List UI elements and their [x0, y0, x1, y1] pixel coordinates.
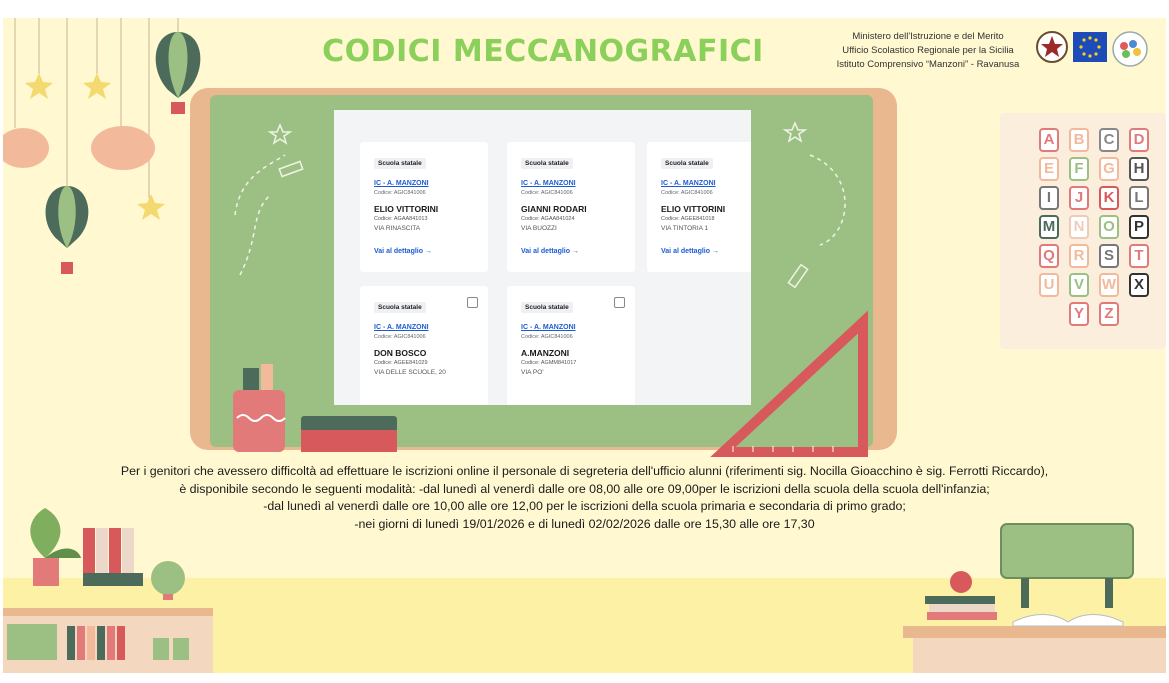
set-square-icon [723, 322, 863, 452]
republic-emblem-icon [1035, 30, 1069, 64]
alphabet-letter: I [1039, 186, 1059, 210]
alphabet-letter: J [1069, 186, 1089, 210]
institute-link[interactable]: IC - A. MANZONI [521, 180, 576, 187]
alphabet-letter: M [1039, 215, 1059, 239]
ministry-header [823, 30, 1033, 72]
alphabet-letter: S [1099, 244, 1119, 268]
school-name: GIANNI RODARI [521, 204, 587, 214]
detail-link[interactable]: Vai al dettaglio → [374, 248, 432, 255]
alphabet-letter: X [1129, 273, 1149, 297]
school-type-badge: Scuola statale [374, 158, 426, 169]
school-code: Codice: AGEE841029 [374, 360, 428, 366]
alphabet-letter: V [1069, 273, 1089, 297]
institute-link[interactable]: IC - A. MANZONI [521, 324, 576, 331]
desk-decoration [903, 518, 1166, 673]
school-name: A.MANZONI [521, 348, 570, 358]
page-title: CODICI MECCANOGRAFICI [322, 34, 764, 69]
info-line-3: -dal lunedì al venerdì dalle ore 10,00 alle ore 12,00 per le iscrizioni della scuola primaria e secondaria di primo grado; [263, 499, 906, 513]
school-logo-icon [1111, 30, 1149, 68]
info-line-4: -nei giorni di lunedì 19/01/2026 e di lunedì 02/02/2026 dalle ore 15,30 alle ore 17,30 [354, 516, 815, 531]
star-icon [785, 123, 805, 141]
star-icon [270, 125, 290, 143]
school-type-badge: Scuola statale [521, 158, 573, 169]
school-line: Istituto Comprensivo “Manzoni” - Ravanusa [836, 59, 1020, 70]
alphabet-letter: L [1129, 186, 1149, 210]
institute-code: Codice: AGIC841006 [521, 334, 573, 340]
eraser-icon [301, 416, 397, 452]
school-address: VIA RINASCITA [374, 225, 421, 232]
alphabet-letter: U [1039, 273, 1059, 297]
select-checkbox[interactable] [467, 297, 478, 308]
detail-link[interactable]: Vai al dettaglio → [521, 248, 579, 255]
school-card[interactable] [647, 142, 751, 272]
school-address: VIA BUOZZI [521, 225, 557, 232]
plant-icon [30, 508, 81, 586]
star-icon [25, 73, 53, 99]
info-line-1: Per i genitori che avessero difficoltà ad effettuare le iscrizioni online il personale di segreteria dell'ufficio alunni (riferimenti sig. Nocilla Gioacchino è sig. Ferrotti Riccardo), [120, 464, 1049, 478]
school-code: Codice: AGAA841013 [374, 216, 428, 222]
school-code: Codice: AGMM841017 [521, 360, 577, 366]
board-props [223, 308, 873, 458]
institute-link[interactable]: IC - A. MANZONI [374, 324, 429, 331]
school-address: VIA DELLE SCUOLE, 20 [374, 369, 446, 376]
pencil-cup-icon [233, 364, 285, 452]
school-code: Codice: AGEE841018 [661, 216, 715, 222]
alphabet-letter: W [1099, 273, 1119, 297]
alphabet-letter: G [1099, 157, 1119, 181]
school-name: DON BOSCO [374, 348, 427, 358]
hanging-decorations [3, 18, 213, 288]
institute-link[interactable]: IC - A. MANZONI [374, 180, 429, 187]
school-type-badge: Scuola statale [521, 302, 573, 313]
school-name: ELIO VITTORINI [661, 204, 726, 214]
info-line-2: è disponibile secondo le seguenti modalità: -dal lunedì al venerdì dalle ore 08,00 alle ore 09,00per le iscrizioni della scuola della scuola dell'infanzia; [179, 481, 990, 496]
school-type-badge: Scuola statale [661, 158, 713, 169]
alphabet-letter: R [1069, 244, 1089, 268]
ministry-line: Ministero dell'Istruzione e del Merito [852, 31, 1004, 42]
apple-icon [950, 571, 972, 593]
alphabet-letter: Q [1039, 244, 1059, 268]
school-address: VIA PO' [521, 369, 544, 376]
alphabet-letter: H [1129, 157, 1149, 181]
star-icon [83, 73, 111, 99]
alphabet-letter: O [1099, 215, 1119, 239]
detail-link[interactable]: Vai al dettaglio → [661, 248, 719, 255]
paper-lantern-icon [3, 126, 155, 170]
institute-code: Codice: AGIC841006 [374, 190, 426, 196]
alphabet-letter: B [1069, 128, 1089, 152]
school-address: VIA TINTORIA 1 [661, 225, 709, 232]
institute-code: Codice: AGIC841006 [374, 334, 426, 340]
school-code: Codice: AGAA841024 [521, 216, 575, 222]
alphabet-letter: E [1039, 157, 1059, 181]
alphabet-letter: Z [1099, 302, 1119, 326]
alphabet-letter: C [1099, 128, 1119, 152]
alphabet-letter: F [1069, 157, 1089, 181]
books-icon [83, 528, 143, 586]
school-name: ELIO VITTORINI [374, 204, 439, 214]
logos [1033, 30, 1153, 70]
institute-code: Codice: AGIC841006 [521, 190, 573, 196]
alphabet-letter: P [1129, 215, 1149, 239]
institute-code: Codice: AGIC841006 [661, 190, 713, 196]
alphabet-letter: Y [1069, 302, 1089, 326]
globe-icon [151, 561, 185, 600]
select-checkbox[interactable] [614, 297, 625, 308]
slide [3, 18, 1166, 673]
eu-flag-icon [1073, 30, 1107, 64]
institute-link[interactable]: IC - A. MANZONI [661, 180, 716, 187]
school-type-badge: Scuola statale [374, 302, 426, 313]
screenshot-top-bar [334, 110, 751, 132]
office-line: Ufficio Scolastico Regionale per la Sicilia [842, 45, 1014, 56]
books-icon [925, 596, 997, 620]
alphabet-poster [1000, 113, 1166, 349]
school-card[interactable] [507, 142, 635, 272]
alphabet-letter: D [1129, 128, 1149, 152]
alphabet-letter: T [1129, 244, 1149, 268]
bookshelf-decoration [3, 498, 218, 673]
school-card[interactable] [360, 142, 488, 272]
alphabet-letter: A [1039, 128, 1059, 152]
alphabet-letter: K [1099, 186, 1119, 210]
alphabet-letter: N [1069, 215, 1089, 239]
star-icon [137, 194, 165, 220]
